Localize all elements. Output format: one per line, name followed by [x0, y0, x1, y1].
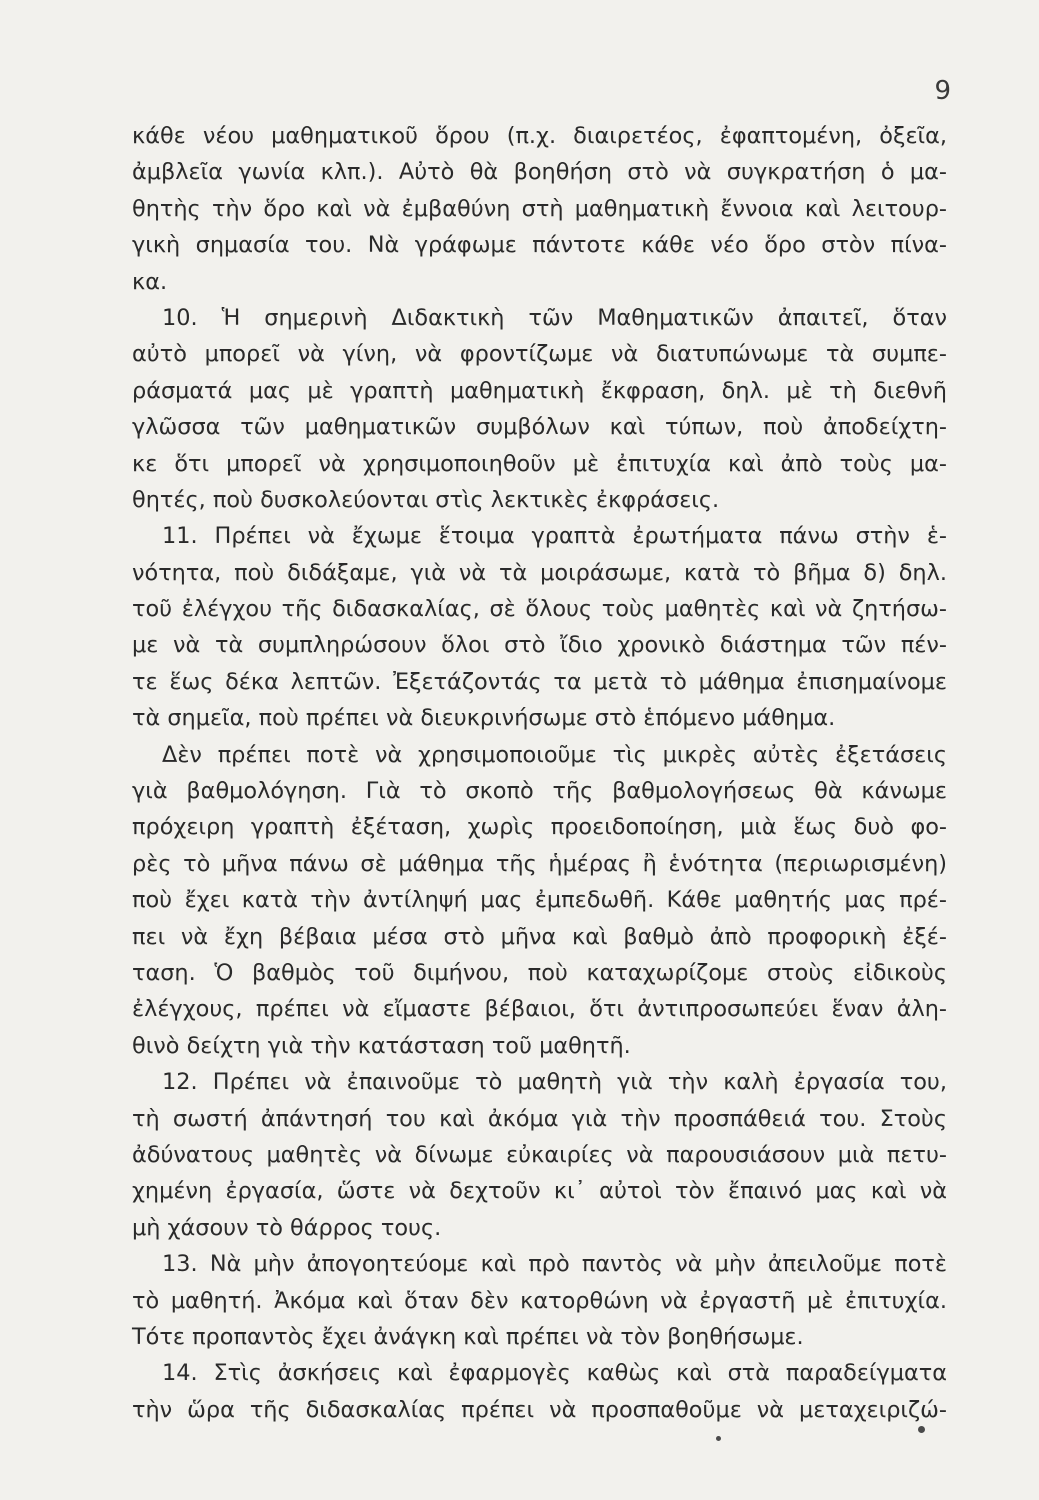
text-line: κε ὅτι μπορεῖ νὰ χρησιμοποιηθοῦν μὲ ἐπιτυχία καὶ ἀπὸ τοὺς μα-: [132, 450, 947, 477]
text-line: 10. Ἡ σημερινὴ Διδακτικὴ τῶν Μαθηματικῶν ἀπαιτεῖ, ὅταν: [162, 304, 947, 331]
text-line: πρόχειρη γραπτὴ ἐξέταση, χωρὶς προειδοποίηση, μιὰ ἕως δυὸ φο-: [132, 814, 947, 841]
text-line: ἐλέγχους, πρέπει νὰ εἴμαστε βέβαιοι, ὅτι ἀντιπροσωπεύει ἕναν ἀλη-: [132, 996, 947, 1023]
text-line: θητὴς τὴν ὅρο καὶ νὰ ἐμβαθύνη στὴ μαθηματικὴ ἔννοια καὶ λειτουρ-: [132, 195, 947, 222]
text-line: ποὺ ἔχει κατὰ τὴν ἀντίληψή μας ἐμπεδωθῆ. Κάθε μαθητής μας πρέ-: [132, 887, 947, 914]
text-line: 12. Πρέπει νὰ ἐπαινοῦμε τὸ μαθητὴ γιὰ τὴν καλὴ ἐργασία του,: [162, 1069, 947, 1096]
text-line: Δὲν πρέπει ποτὲ νὰ χρησιμοποιοῦμε τὶς μικρὲς αὐτὲς ἐξετάσεις: [162, 741, 947, 768]
text-line: ταση. Ὁ βαθμὸς τοῦ διμήνου, ποὺ καταχωρίζομε στοὺς εἰδικοὺς: [132, 959, 947, 986]
text-line: νότητα, ποὺ διδάξαμε, γιὰ νὰ τὰ μοιράσωμε, κατὰ τὸ βῆμα δ) δηλ.: [132, 559, 947, 586]
text-line: 11. Πρέπει νὰ ἔχωμε ἕτοιμα γραπτὰ ἐρωτήματα πάνω στὴν ἑ-: [162, 523, 947, 550]
page-number: 9: [934, 76, 951, 106]
text-line: τὴ σωστή ἀπάντησή του καὶ ἀκόμα γιὰ τὴν προσπάθειά του. Στοὺς: [132, 1105, 947, 1132]
text-line: τε ἕως δέκα λεπτῶν. Ἐξετάζοντάς τα μετὰ τὸ μάθημα ἐπισημαίνομε: [132, 668, 947, 695]
text-line: τοῦ ἐλέγχου τῆς διδασκαλίας, σὲ ὅλους τοὺς μαθητὲς καὶ νὰ ζητήσω-: [132, 596, 947, 623]
text-line: με νὰ τὰ συμπληρώσουν ὅλοι στὸ ἴδιο χρονικὸ διάστημα τῶν πέν-: [132, 632, 947, 659]
text-line: ἀμβλεῖα γωνία κλπ.). Αὐτὸ θὰ βοηθήση στὸ νὰ συγκρατήση ὁ μα-: [132, 159, 947, 186]
text-line: κα.: [132, 268, 168, 295]
text-line: ρὲς τὸ μῆνα πάνω σὲ μάθημα τῆς ἡμέρας ἢ ἑνότητα (περιωρισμένη): [132, 850, 947, 877]
text-line: χημένη ἐργασία, ὥστε νὰ δεχτοῦν κι᾿ αὐτοὶ τὸν ἔπαινό μας καὶ νὰ: [132, 1178, 947, 1205]
text-line: θητές, ποὺ δυσκολεύονται στὶς λεκτικὲς ἐκφράσεις.: [132, 486, 720, 513]
text-line: μὴ χάσουν τὸ θάρρος τους.: [132, 1214, 442, 1241]
text-line: Τότε προπαντὸς ἔχει ἀνάγκη καὶ πρέπει νὰ τὸν βοηθήσωμε.: [132, 1323, 804, 1350]
body-text: [132, 118, 947, 1428]
ink-speck: [918, 1426, 925, 1433]
text-line: ράσματά μας μὲ γραπτὴ μαθηματικὴ ἔκφραση, δηλ. μὲ τὴ διεθνῆ: [132, 377, 947, 404]
text-line: κάθε νέου μαθηματικοῦ ὅρου (π.χ. διαιρετέος, ἐφαπτομένη, ὀξεῖα,: [132, 123, 947, 149]
text-line: πει νὰ ἔχη βέβαια μέσα στὸ μῆνα καὶ βαθμὸ ἀπὸ προφορικὴ ἐξέ-: [132, 923, 947, 950]
text-line: γλῶσσα τῶν μαθηματικῶν συμβόλων καὶ τύπων, ποὺ ἀποδείχτη-: [132, 414, 947, 441]
ink-speck: [716, 1436, 721, 1441]
text-line: ἀδύνατους μαθητὲς νὰ δίνωμε εὐκαιρίες νὰ παρουσιάσουν μιὰ πετυ-: [132, 1141, 947, 1168]
text-line: τὸ μαθητή. Ἀκόμα καὶ ὅταν δὲν κατορθώνη νὰ ἐργαστῆ μὲ ἐπιτυχία.: [132, 1287, 947, 1314]
text-line: τὰ σημεῖα, ποὺ πρέπει νὰ διευκρινήσωμε στὸ ἑπόμενο μάθημα.: [132, 705, 836, 732]
text-line: θινὸ δείχτη γιὰ τὴν κατάσταση τοῦ μαθητῆ.: [132, 1032, 631, 1059]
text-line: γικὴ σημασία του. Νὰ γράφωμε πάντοτε κάθε νέο ὅρο στὸν πίνα-: [132, 232, 947, 259]
text-line: 13. Νὰ μὴν ἀπογοητεύομε καὶ πρὸ παντὸς νὰ μὴν ἀπειλοῦμε ποτὲ: [162, 1251, 947, 1278]
text-line: 14. Στὶς ἀσκήσεις καὶ ἐφαρμογὲς καθὼς καὶ στὰ παραδείγματα: [162, 1360, 947, 1387]
text-line: τὴν ὥρα τῆς διδασκαλίας πρέπει νὰ προσπαθοῦμε νὰ μεταχειριζώ-: [132, 1396, 947, 1423]
text-line: γιὰ βαθμολόγηση. Γιὰ τὸ σκοπὸ τῆς βαθμολογήσεως θὰ κάνωμε: [132, 778, 947, 805]
text-line: αὐτὸ μπορεῖ νὰ γίνη, νὰ φροντίζωμε νὰ διατυπώνωμε τὰ συμπε-: [132, 341, 947, 368]
